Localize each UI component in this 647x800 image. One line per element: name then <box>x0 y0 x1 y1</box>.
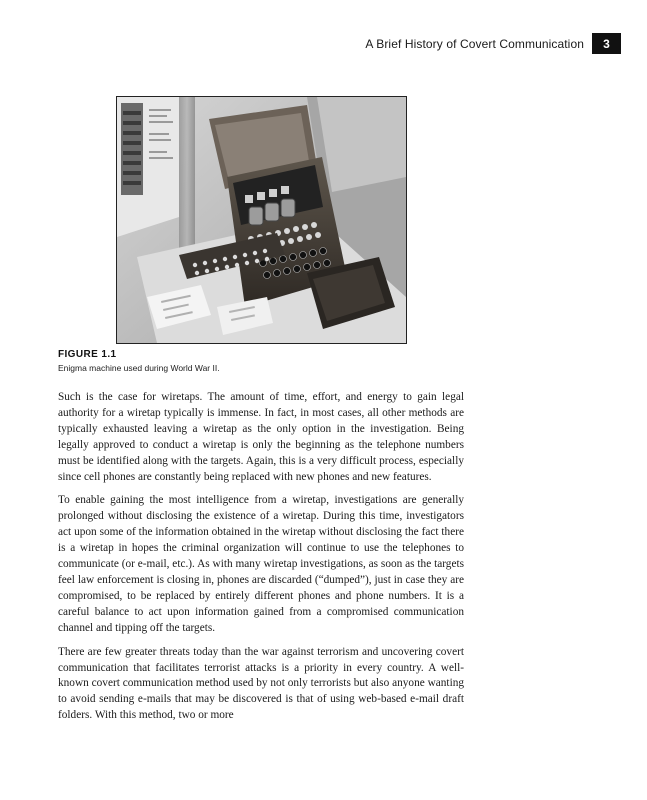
paragraph: Such is the case for wiretaps. The amount of time, effort, and energy to gain legal authority for a wiretap typically is immense. In fact, in most cases, all other methods are typically exhausted leaving a wiretap as the only option in the investigation. Being legally approved to conduct a wiretap is only the beginning as the telephone numbers must be identified along with the targets. Again, this is a very difficult process, especially since cell phones are constantly being replaced with new phones and new features. <box>58 391 464 483</box>
figure-label: FIGURE 1.1 <box>58 349 117 360</box>
figure-caption: Enigma machine used during World War II. <box>58 363 220 373</box>
page-number: 3 <box>592 33 621 54</box>
paragraph: To enable gaining the most intelligence from a wiretap, investigations are generally prolonged without disclosing the existence of a wiretap. During this time, investigators act upon some of the information obtained in the wiretap without disclosing the fact there is a wiretap in hopes the criminal organization will continue to use the telephones to communicate (or e-mail, etc.). As with many wiretap investigations, as soon as the targets feel law enforcement is closing in, phones are discarded (“dumped”), just in case they are compromised, to be replaced by entirely different phones and phone numbers. It is a careful balance to act upon information gained from a compromised communication channel and tipping off the targets. <box>58 494 464 634</box>
enigma-machine-photo <box>116 96 407 344</box>
paragraph: There are few greater threats today than the war against terrorism and uncovering covert communication that facilitates terrorist attacks is a priority in every country. A well-known covert communication method used by not only terrorists but also anyone wanting to avoid sending e-mails that may be discovered is that of using web-based e-mail draft folders. With this method, two or more <box>58 645 464 722</box>
running-title: A Brief History of Covert Communication <box>365 36 584 51</box>
body-text <box>58 390 464 732</box>
running-header <box>365 33 621 54</box>
